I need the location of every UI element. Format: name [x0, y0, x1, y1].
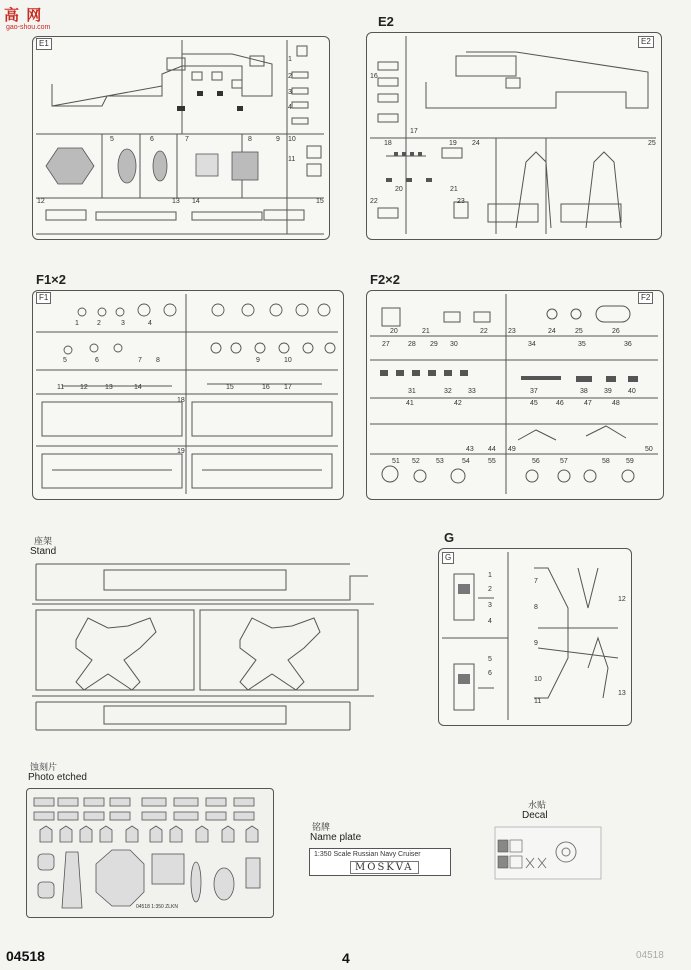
f2-part-number: 56	[532, 458, 540, 465]
f1-part-number: 5	[63, 357, 67, 364]
f1-part-number: 1	[75, 320, 79, 327]
e1-part-number: 5	[110, 136, 114, 143]
e2-part-number: 20	[395, 186, 403, 193]
g-part-number: 4	[488, 618, 492, 625]
f2-part-number: 37	[530, 388, 538, 395]
sprue-e2-title: E2	[378, 14, 394, 29]
f2-part-number: 29	[430, 341, 438, 348]
f1-part-number: 17	[284, 384, 292, 391]
f2-part-number: 54	[462, 458, 470, 465]
e1-part-number: 7	[185, 136, 189, 143]
f1-part-number: 11	[57, 384, 65, 391]
f1-part-number: 3	[121, 320, 125, 327]
f2-part-number: 35	[578, 341, 586, 348]
stand-label-en: Stand	[30, 546, 57, 557]
e2-part-number: 23	[457, 198, 465, 205]
e2-part-number: 19	[449, 140, 457, 147]
f1-part-number: 4	[148, 320, 152, 327]
watermark-logo	[4, 4, 68, 40]
f2-part-number: 46	[556, 400, 564, 407]
e1-part-number: 12	[37, 198, 45, 205]
f2-part-number: 58	[602, 458, 610, 465]
e2-part-number: 18	[384, 140, 392, 147]
sprue-e2-tag: E2	[638, 36, 654, 48]
f2-part-number: 42	[454, 400, 462, 407]
f2-part-number: 20	[390, 328, 398, 335]
g-part-number: 10	[534, 676, 542, 683]
g-part-number: 6	[488, 670, 492, 677]
g-part-number: 5	[488, 656, 492, 663]
decal-sheet	[494, 826, 602, 880]
g-part-number: 2	[488, 586, 492, 593]
g-part-number: 8	[534, 604, 538, 611]
footer-page-number: 4	[342, 950, 350, 966]
watermark-url: gao-shou.com	[6, 24, 51, 31]
e1-part-number: 4	[288, 104, 292, 111]
f2-part-number: 53	[436, 458, 444, 465]
e1-part-number: 13	[172, 198, 180, 205]
photo-etched-label-cn: 蚀刻片	[30, 763, 58, 773]
e1-part-number: 6	[150, 136, 154, 143]
f2-part-number: 24	[548, 328, 556, 335]
g-part-number: 3	[488, 602, 492, 609]
sprue-f2-tag: F2	[638, 292, 653, 304]
e2-part-number: 16	[370, 73, 378, 80]
f2-part-number: 30	[450, 341, 458, 348]
f2-part-number: 43	[466, 446, 474, 453]
f1-part-number: 8	[156, 357, 160, 364]
f2-part-number: 40	[628, 388, 636, 395]
footer-product-code-faded: 04518	[636, 950, 664, 961]
f2-part-number: 41	[406, 400, 414, 407]
e1-part-number: 15	[316, 198, 324, 205]
f2-part-number: 36	[624, 341, 632, 348]
e2-part-number: 24	[472, 140, 480, 147]
name-plate-scale-text: 1:350 Scale Russian Navy Cruiser	[314, 851, 421, 858]
name-plate-ship-name: MOSKVA	[350, 861, 419, 874]
footer-product-code: 04518	[6, 948, 45, 964]
e1-part-number: 8	[248, 136, 252, 143]
f2-part-number: 39	[604, 388, 612, 395]
stand-sprue-drawing	[28, 556, 378, 736]
decal-label-en: Decal	[522, 810, 548, 821]
sprue-e1-drawing	[32, 36, 328, 238]
f2-part-number: 57	[560, 458, 568, 465]
sprue-e2-drawing	[366, 32, 660, 238]
f2-part-number: 51	[392, 458, 400, 465]
sprue-f1-tag: F1	[36, 292, 51, 304]
f2-part-number: 48	[612, 400, 620, 407]
f1-part-number: 7	[138, 357, 142, 364]
sprue-f2-title: F2×2	[370, 272, 400, 287]
f2-part-number: 31	[408, 388, 416, 395]
f1-part-number: 10	[284, 357, 292, 364]
f2-part-number: 32	[444, 388, 452, 395]
f2-part-number: 38	[580, 388, 588, 395]
f1-part-number: 15	[226, 384, 234, 391]
f2-part-number: 49	[508, 446, 516, 453]
name-plate-label-en: Name plate	[310, 832, 362, 843]
e1-part-number: 2	[288, 73, 292, 80]
f1-part-number: 14	[134, 384, 142, 391]
f2-part-number: 21	[422, 328, 430, 335]
f1-part-number: 18	[177, 397, 185, 404]
f2-part-number: 26	[612, 328, 620, 335]
f2-part-number: 34	[528, 341, 536, 348]
f2-part-number: 47	[584, 400, 592, 407]
f2-part-number: 50	[645, 446, 653, 453]
f2-part-number: 55	[488, 458, 496, 465]
f1-part-number: 19	[177, 448, 185, 455]
e1-part-number: 1	[288, 56, 292, 63]
g-part-number: 12	[618, 596, 626, 603]
photo-etched-drawing	[26, 788, 272, 916]
f1-part-number: 6	[95, 357, 99, 364]
g-part-number: 13	[618, 690, 626, 697]
e1-part-number: 3	[288, 89, 292, 96]
g-part-number: 11	[534, 698, 542, 705]
e2-part-number: 21	[450, 186, 458, 193]
sprue-g-title: G	[444, 530, 455, 545]
photo-etched-label-en: Photo etched	[28, 772, 87, 783]
sprue-e1-tag: E1	[36, 38, 52, 50]
g-part-number: 1	[488, 572, 492, 579]
f2-part-number: 45	[530, 400, 538, 407]
f2-part-number: 52	[412, 458, 420, 465]
name-plate	[309, 848, 451, 876]
e1-part-number: 9	[276, 136, 280, 143]
f1-part-number: 12	[80, 384, 88, 391]
sprue-g-tag: G	[442, 552, 454, 564]
g-part-number: 9	[534, 640, 538, 647]
e2-part-number: 22	[370, 198, 378, 205]
g-part-number: 7	[534, 578, 538, 585]
f2-part-number: 23	[508, 328, 516, 335]
watermark-text: 高 网	[4, 6, 43, 24]
f2-part-number: 27	[382, 341, 390, 348]
f2-part-number: 25	[575, 328, 583, 335]
e1-part-number: 11	[288, 156, 296, 163]
e2-part-number: 25	[648, 140, 656, 147]
e1-part-number: 10	[288, 136, 296, 143]
f1-part-number: 2	[97, 320, 101, 327]
photo-etched-fret-text: 04518 1:350 ZLKN	[136, 904, 178, 910]
decal-label-cn: 水贴	[528, 801, 547, 811]
f2-part-number: 44	[488, 446, 496, 453]
f1-part-number: 13	[105, 384, 113, 391]
f1-part-number: 9	[256, 357, 260, 364]
name-plate-label-cn: 铭牌	[312, 823, 331, 833]
f2-part-number: 33	[468, 388, 476, 395]
f1-part-number: 16	[262, 384, 270, 391]
f2-part-number: 22	[480, 328, 488, 335]
f2-part-number: 28	[408, 341, 416, 348]
stand-label-cn: 座架	[34, 537, 53, 547]
f2-part-number: 59	[626, 458, 634, 465]
e2-part-number: 17	[410, 128, 418, 135]
e1-part-number: 14	[192, 198, 200, 205]
sprue-f1-title: F1×2	[36, 272, 66, 287]
